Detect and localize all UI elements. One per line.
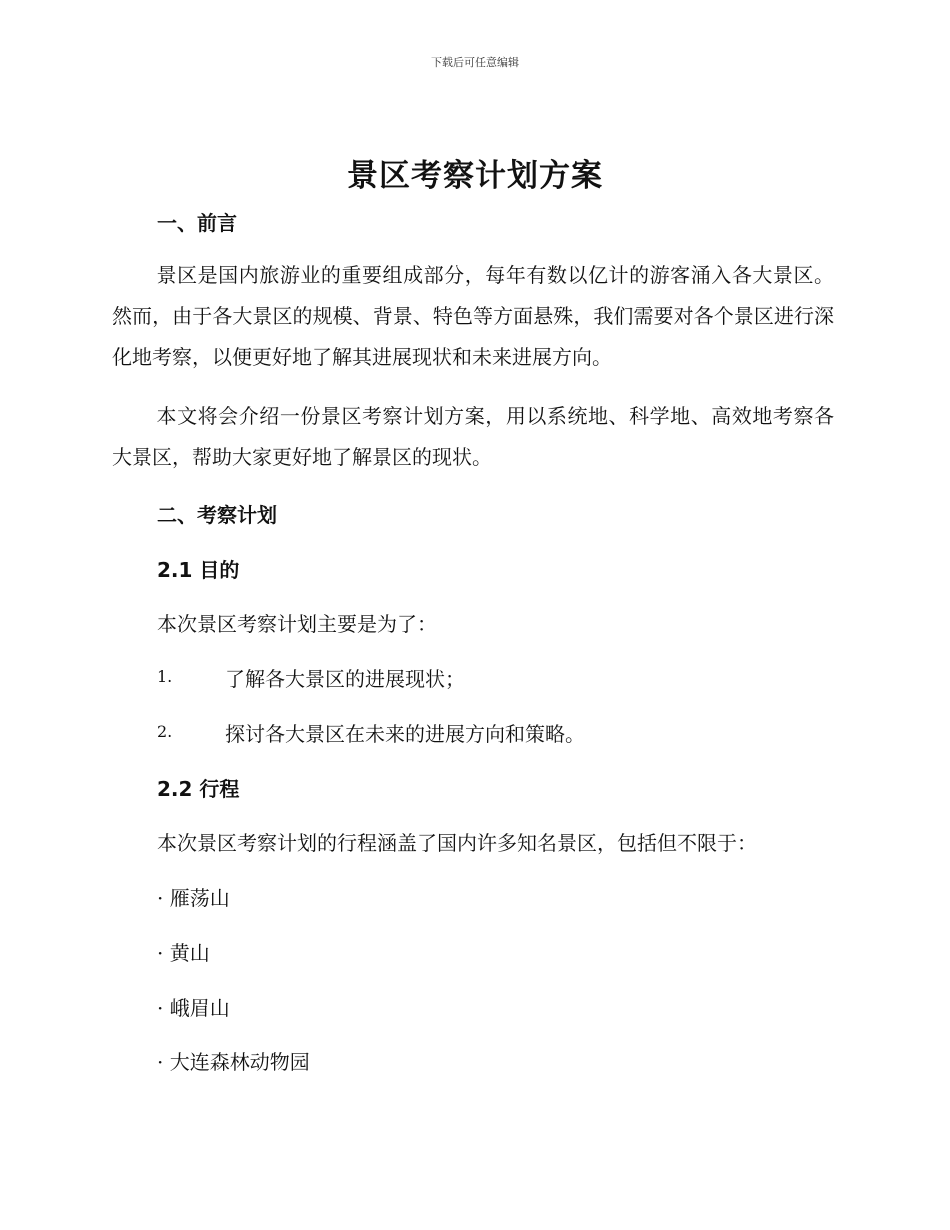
document-title: 景区考察计划方案 xyxy=(347,158,603,194)
paragraph-preface-2 xyxy=(112,396,834,478)
paragraph-preface-2-text: 本文将会介绍一份景区考察计划方案，用以系统地、科学地、高效地考察各大景区，帮助大家更好地了解景区的现状。 xyxy=(112,404,834,469)
bullet-item: · 雁荡山 xyxy=(157,886,230,910)
itinerary-intro: 本次景区考察计划的行程涵盖了国内许多知名景区，包括但不限于： xyxy=(157,831,757,855)
subsection-heading-itinerary: 2.2 行程 xyxy=(157,777,240,801)
header-note: 下载后可任意编辑 xyxy=(431,56,519,69)
paragraph-preface-1 xyxy=(112,255,834,378)
bullet-item: · 峨眉山 xyxy=(157,996,230,1020)
list-item-number: 2. xyxy=(157,722,173,741)
list-item-text: 了解各大景区的进展现状； xyxy=(225,667,465,691)
section-heading-plan: 二、考察计划 xyxy=(157,503,277,527)
section-heading-preface: 一、前言 xyxy=(157,211,237,235)
bullet-item: · 黄山 xyxy=(157,941,210,965)
bullet-item: · 大连森林动物园 xyxy=(157,1050,310,1074)
list-item-text: 探讨各大景区在未来的进展方向和策略。 xyxy=(225,722,585,746)
subsection-heading-purpose: 2.1 目的 xyxy=(157,558,240,582)
paragraph-preface-1-text: 景区是国内旅游业的重要组成部分，每年有数以亿计的游客涌入各大景区。然而，由于各大景区的规模、背景、特色等方面悬殊，我们需要对各个景区进行深化地考察，以便更好地了解其进展现状和未来进展方向。 xyxy=(112,263,834,369)
list-item-number: 1. xyxy=(157,667,173,686)
purpose-intro: 本次景区考察计划主要是为了： xyxy=(157,612,437,636)
